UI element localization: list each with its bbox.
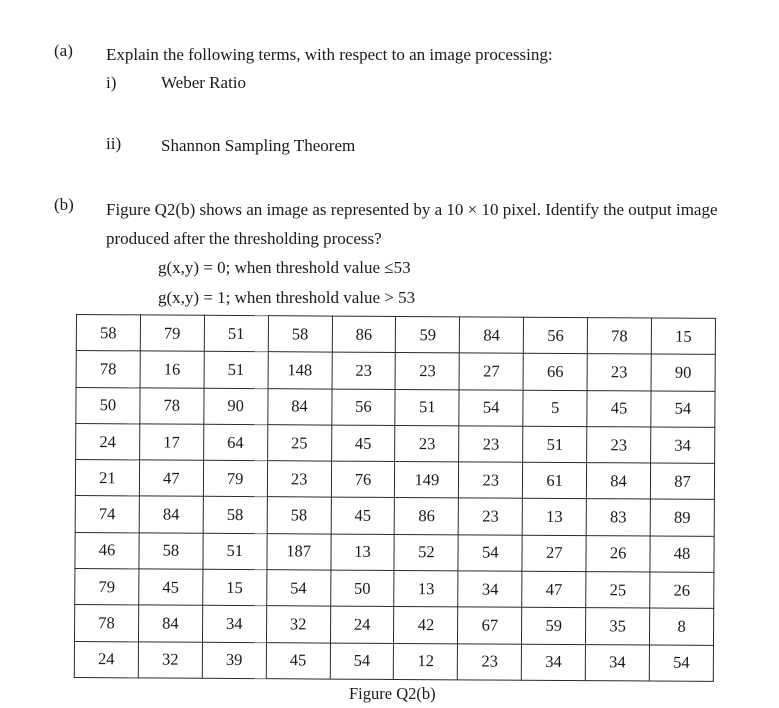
part-b-label: (b) [54,195,74,214]
table-cell: 54 [651,391,715,428]
table-cell: 23 [587,354,651,391]
table-cell: 54 [649,645,713,682]
part-a-label: (a) [54,41,73,60]
table-cell: 12 [394,643,458,680]
table-cell: 86 [332,316,396,353]
table-cell: 50 [330,570,394,607]
table-cell: 45 [587,390,651,427]
threshold-equation-2: g(x,y) = 1; when threshold value > 53 [158,288,416,307]
table-cell: 16 [140,351,204,388]
table-cell: 48 [650,536,714,573]
table-cell: 54 [458,535,522,572]
table-cell: 79 [203,460,267,497]
table-cell: 5 [523,390,587,427]
table-cell: 27 [459,353,523,390]
table-cell: 84 [139,496,203,533]
table-cell: 50 [76,387,140,424]
table-cell: 25 [586,572,650,609]
table-cell: 26 [650,572,714,609]
table-row [76,387,715,427]
table-cell: 58 [268,316,332,353]
table-cell: 13 [522,499,586,536]
table-row [75,532,714,572]
table-cell: 34 [522,644,586,681]
table-cell: 78 [75,605,139,642]
table-cell: 58 [267,497,331,534]
table-cell: 83 [586,499,650,536]
table-cell: 79 [140,315,204,352]
table-row [76,423,715,463]
table-cell: 66 [523,354,587,391]
table-cell: 45 [331,498,395,535]
table-cell: 32 [138,642,202,679]
table-cell: 51 [204,315,268,352]
table-cell: 87 [650,463,714,500]
table-cell: 74 [75,496,139,533]
table-cell: 32 [266,606,330,643]
table-cell: 56 [331,389,395,426]
table-cell: 76 [331,461,395,498]
table-cell: 23 [395,425,459,462]
table-cell: 34 [585,644,649,681]
table-row [75,605,714,645]
table-row [76,351,715,391]
pixel-table [74,314,716,682]
table-cell: 54 [459,389,523,426]
table-cell: 15 [651,318,715,355]
table-cell: 52 [394,534,458,571]
table-row [74,641,713,681]
table-cell: 59 [522,608,586,645]
table-cell: 23 [459,462,523,499]
table-cell: 187 [267,533,331,570]
table-cell: 23 [267,461,331,498]
table-cell: 58 [203,497,267,534]
table-cell: 24 [76,423,140,460]
part-b-prompt-line-2: produced after the thresholding process? [106,229,382,248]
table-cell: 51 [204,352,268,389]
table-cell: 45 [331,425,395,462]
table-cell: 90 [204,388,268,425]
table-cell: 23 [396,353,460,390]
table-cell: 58 [76,315,140,352]
table-cell: 34 [202,606,266,643]
table-cell: 64 [203,424,267,461]
table-cell: 78 [140,387,204,424]
table-cell: 51 [523,426,587,463]
table-cell: 149 [395,462,459,499]
part-a-item-2-number: ii) [106,134,122,153]
table-cell: 23 [459,498,523,535]
table-cell: 42 [394,607,458,644]
table-cell: 46 [75,532,139,569]
table-cell: 84 [268,388,332,425]
table-row [75,569,714,609]
table-cell: 59 [396,316,460,353]
table-cell: 47 [522,571,586,608]
table-cell: 26 [586,535,650,572]
table-cell: 45 [139,569,203,606]
part-a-prompt: Explain the following terms, with respect to an image processing: [106,45,553,64]
table-cell: 54 [330,643,394,680]
table-cell: 25 [267,425,331,462]
table-cell: 90 [651,354,715,391]
table-cell: 34 [458,571,522,608]
table-cell: 34 [651,427,715,464]
table-cell: 35 [586,608,650,645]
table-cell: 58 [139,533,203,570]
table-cell: 23 [458,644,522,681]
table-cell: 21 [75,460,139,497]
table-cell: 51 [395,389,459,426]
table-cell: 78 [587,318,651,355]
table-cell: 84 [460,317,524,354]
table-cell: 84 [587,463,651,500]
threshold-equation-1: g(x,y) = 0; when threshold value ≤53 [158,258,411,277]
table-cell: 17 [139,424,203,461]
part-b-prompt-line-1: Figure Q2(b) shows an image as represented by a 10 × 10 pixel. Identify the output image [106,200,718,219]
table-row [75,496,714,536]
table-cell: 27 [522,535,586,572]
table-cell: 39 [202,642,266,679]
table-cell: 15 [203,569,267,606]
table-cell: 84 [138,605,202,642]
part-a-item-1-number: i) [106,73,117,92]
table-cell: 148 [268,352,332,389]
table-cell: 67 [458,607,522,644]
table-cell: 24 [74,641,138,678]
table-cell: 54 [266,570,330,607]
table-row [75,460,714,500]
table-cell: 79 [75,569,139,606]
figure-caption: Figure Q2(b) [349,684,436,703]
table-cell: 23 [459,426,523,463]
table-cell: 56 [524,317,588,354]
table-cell: 47 [139,460,203,497]
part-a-item-1-text: Weber Ratio [161,73,247,92]
table-cell: 24 [330,606,394,643]
table-cell: 78 [76,351,140,388]
part-a-item-2-text: Shannon Sampling Theorem [161,136,356,155]
table-cell: 8 [650,608,714,645]
table-row [76,315,715,355]
table-cell: 86 [395,498,459,535]
table-cell: 45 [266,642,330,679]
table-cell: 23 [332,352,396,389]
table-cell: 51 [203,533,267,570]
table-cell: 23 [587,427,651,464]
table-cell: 89 [650,499,714,536]
table-cell: 13 [394,571,458,608]
table-cell: 61 [523,462,587,499]
table-cell: 13 [331,534,395,571]
